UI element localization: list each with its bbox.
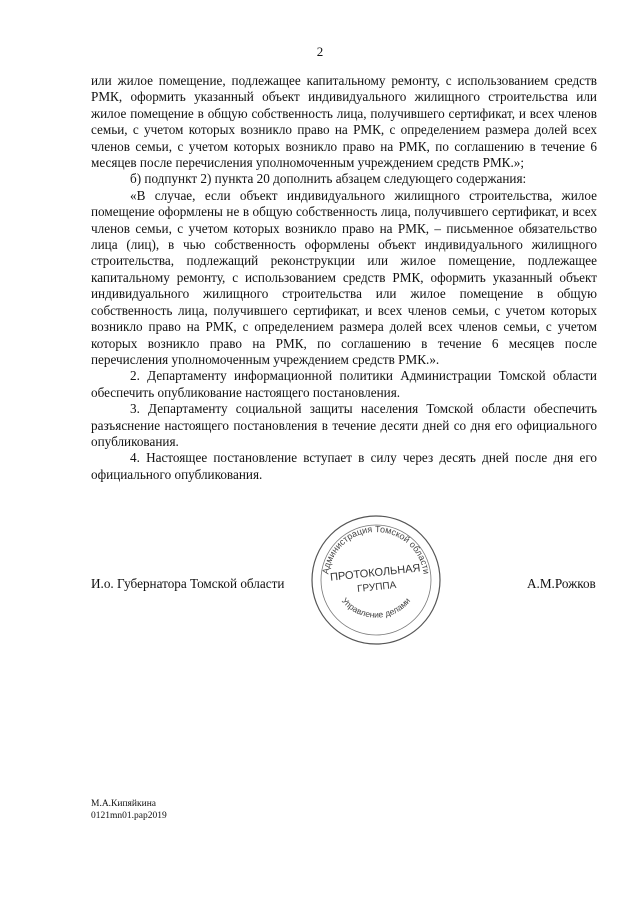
file-code: 0121mn01.pap2019 (91, 811, 167, 821)
paragraph-subclause-b: б) подпункт 2) пункта 20 дополнить абзацем следующего содержания: (130, 171, 527, 187)
signatory-name: А.М.Рожков (527, 576, 596, 591)
page-number: 2 (316, 44, 324, 59)
document-body (91, 73, 597, 483)
paragraph-item-4: 4. Настоящее постановление вступает в силу через десять дней после дня его официального опубликования. (91, 450, 597, 482)
paragraph-item-3: 3. Департаменту социальной защиты населения Томской области обеспечить разъяснение настоящего постановления в течение десяти дней со дня его официального опубликования. (91, 401, 597, 449)
stamp-outer-text: Администрация Томской области (320, 523, 432, 575)
official-stamp (306, 510, 446, 650)
paragraph-item-2: 2. Департаменту информационной политики Администрации Томской области обеспечить опубликование настоящего постановления. (91, 368, 597, 400)
stamp-center-line2: ГРУППА (356, 579, 397, 595)
signatory-position: И.о. Губернатора Томской области (91, 576, 285, 591)
stamp-center-line1: ПРОТОКОЛЬНАЯ (329, 562, 422, 584)
stamp-bottom-text: Управление делами (339, 595, 413, 620)
paragraph-continuation: или жилое помещение, подлежащее капитальному ремонту, с использованием средств РМК, оформить указанный объект индивидуального жилищного строительства или жилое помещение в общую собственность лица, получившего сертификат, и всех членов семьи, с учетом которых возникло право на РМК, с определением размера долей всех членов семьи, с учетом которых возникло право на РМК, по соглашению в течение 6 месяцев после перечисления уполномоченным учреждением средств РМК.»; (91, 73, 597, 171)
author-name: М.А.Кипяйкина (91, 799, 157, 809)
paragraph-quoted-addition: «В случае, если объект индивидуального жилищного строительства, жилое помещение оформлены не в общую собственность лица, получившего сертификат, и всех членов семьи, с учетом которых возникло право на РМК, – письменное обязательство лица (лиц), в чью собственность оформлены объект индивидуального жилищного строительства, подлежащий реконструкции или жилое помещение, подлежащее капитальному ремонту, с использованием средств РМК, оформить указанный объект индивидуального жилищного строительства или жилое помещение в общую собственность лица, получившего сертификат, и всех членов семьи, с учетом которых возникло право на РМК, с определением размера долей всех членов семьи, с учетом которых возникло право на РМК, по соглашению в течение 6 месяцев после перечисления уполномоченным учреждением средств РМК.». (91, 187, 597, 367)
footer (91, 798, 167, 822)
